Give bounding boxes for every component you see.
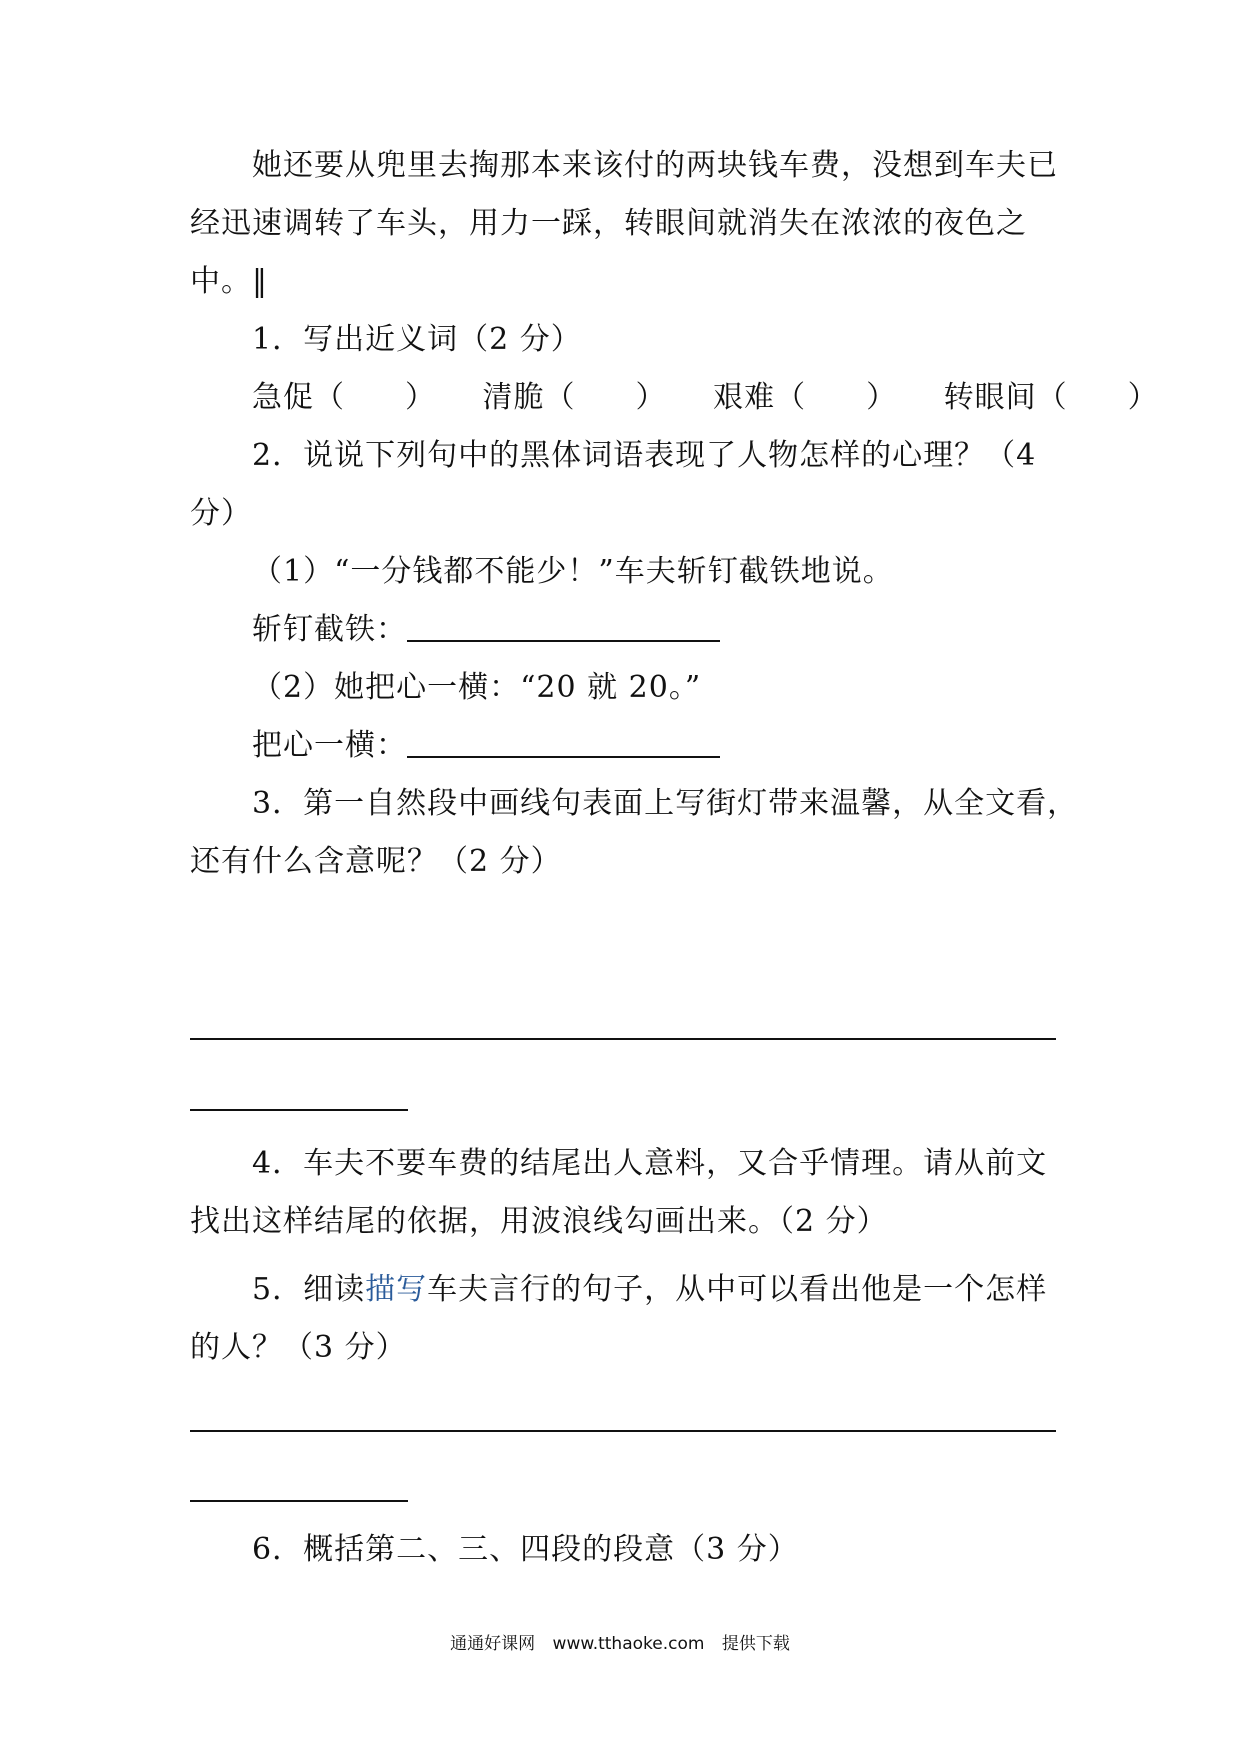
question-2-item-2: （2）她把心一横：“20 就 20。”: [252, 670, 702, 705]
question-2-title-line-2: 分）: [190, 496, 252, 531]
answer-line-q3-long: [190, 1038, 1056, 1040]
answer-line-q3-short: [190, 1109, 408, 1111]
page-footer: [0, 1632, 1240, 1656]
question-2-label-2: 把心一横：: [252, 728, 407, 763]
question-5-title-line-1: [252, 1270, 1047, 1310]
question-1-words: [252, 378, 1159, 418]
question-3-title-line-2: 还有什么含意呢？（2 分）: [190, 844, 562, 879]
question-5-suffix: 车夫言行的句子，从中可以看出他是一个怎样: [427, 1272, 1048, 1307]
answer-line-q5-short: [190, 1500, 408, 1502]
synonym-word-1: 急促（: [252, 380, 345, 415]
question-2-item-1: （1）“一分钱都不能少！”车夫斩钉截铁地说。: [252, 554, 894, 589]
question-4-title-line-1: 4．车夫不要车费的结尾出人意料，又合乎情理。请从前文: [252, 1146, 1048, 1181]
answer-line-q5-long: [190, 1430, 1056, 1432]
synonym-word-3: 艰难（: [713, 380, 807, 415]
synonym-close-2: ）: [635, 380, 667, 415]
question-3-title-line-1: 3．第一自然段中画线句表面上写街灯带来温馨，从全文看，: [252, 786, 1079, 821]
passage-line-3: 中。‖: [190, 264, 268, 299]
passage-line-1: 她还要从兜里去掏那本来该付的两块钱车费，没想到车夫已: [252, 148, 1058, 183]
synonym-close-1: ）: [405, 380, 436, 415]
question-2-title-line-1: 2．说说下列句中的黑体词语表现了人物怎样的心理？（4: [252, 438, 1037, 473]
answer-line-q2-2: [407, 756, 720, 758]
question-4-title-line-2: 找出这样结尾的依据，用波浪线勾画出来。（2 分）: [190, 1204, 888, 1239]
answer-line-q2-1: [407, 640, 720, 642]
footer-suffix: 提供下载: [721, 1634, 790, 1654]
footer-url: www.tthaoke.com: [552, 1634, 705, 1654]
footer-site-name: 通通好课网: [450, 1634, 536, 1654]
synonym-word-2: 清脆（: [482, 380, 576, 415]
question-2-label-1: 斩钉截铁：: [252, 612, 407, 647]
link-describe[interactable]: 描写: [365, 1272, 428, 1307]
passage-line-2: 经迅速调转了车头，用力一踩，转眼间就消失在浓浓的夜色之: [190, 206, 1027, 241]
synonym-word-4: 转眼间（: [943, 380, 1068, 415]
question-6-title: 6．概括第二、三、四段的段意（3 分）: [252, 1532, 799, 1567]
synonym-close-3: ）: [866, 380, 898, 415]
question-1-title: 1．写出近义词（2 分）: [252, 322, 582, 357]
question-5-prefix: 5．细读: [252, 1272, 366, 1307]
synonym-close-4: ）: [1127, 380, 1159, 415]
question-5-title-line-2: 的人？（3 分）: [190, 1330, 407, 1365]
